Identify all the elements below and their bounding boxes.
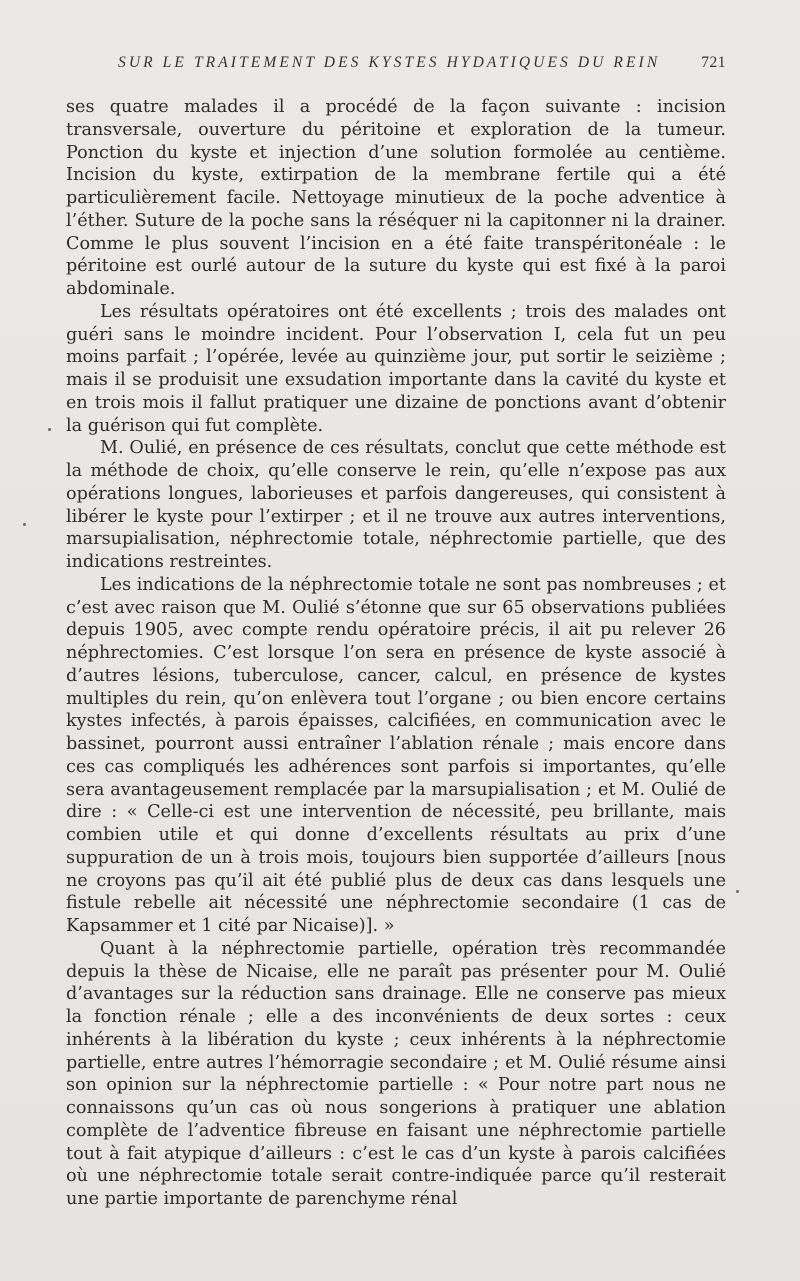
margin-speck: [48, 428, 51, 431]
paragraph-partial-nephrectomy: Quant à la néphrectomie partielle, opération très recommandée depuis la thèse de Nicaise, elle ne paraît pas présenter pour M. Oulié d’avantages sur la réduction sans drainage. Elle ne conserve pas mieux la fonction rénale ; elle a des inconvénients de deux sortes : ceux inhérents à la libération du kyste ; ceux inhérents à la néphrectomie partielle, entre autres l’hémorragie secondaire ; et M. Oulié résume ainsi son opinion sur la néphrectomie partielle : « Pour notre part nous ne connaissons qu’un cas où nous songerions à pratiquer une ablation complète de l’adventice fibreuse en faisant une néphrectomie partielle tout à fait atypique d’ailleurs : c’est le cas d’un kyste à parois calcifiées où une néphrectomie totale serait contre-indiquée parce qu’il resterait une partie importante de parenchyme rénal: [66, 938, 726, 1209]
paragraph-total-nephrectomy: Les indications de la néphrectomie totale ne sont pas nombreuses ; et c’est avec raison que M. Oulié s’étonne que sur 65 observations publiées depuis 1905, avec compte rendu opératoire précis, il ait pu relever 26 néphrectomies. C’est lorsque l’on sera en présence de kyste associé à d’autres lésions, tuberculose, cancer, calcul, en présence de kystes multiples du rein, qu’on enlèvera tout l’organe ; ou bien encore certains kystes infectés, à parois épaisses, calcifiées, en communication avec le bassinet, pourront aussi entraîner l’ablation rénale ; mais encore dans ces cas compliqués les adhérences sont parfois si importantes, qu’elle sera avantageusement remplacée par la marsupialisation ; et M. Oulié de dire : « Celle-ci est une intervention de nécessité, peu brillante, mais combien utile et qui donne d’excellents résultats au prix d’une suppuration de un à trois mois, toujours bien supportée d’ailleurs [nous ne croyons pas qu’il ait été publié plus de deux cas dans lesquels une fistule rebelle ait nécessité une néphrectomie secondaire (1 cas de Kapsammer et 1 cité par Nicaise)]. »: [66, 574, 726, 936]
paragraph-results: Les résultats opératoires ont été excellents ; trois des malades ont guéri sans le moindre incident. Pour l’observation I, cela fut un peu moins parfait ; l’opérée, levée au quinzième jour, put sortir le seizième ; mais il se produisit une exsudation importante dans la cavité du kyste et en trois mois il fallut pratiquer une dizaine de ponctions avant d’obtenir la guérison qui fut complète.: [66, 301, 726, 436]
running-head: [118, 54, 726, 78]
margin-speck: [23, 523, 26, 526]
running-head-title: SUR LE TRAITEMENT DES KYSTES HYDATIQUES DU REIN: [118, 54, 661, 71]
page-number: 721: [701, 54, 726, 71]
paragraph-conclusion: M. Oulié, en présence de ces résultats, conclut que cette méthode est la méthode de choix, qu’elle conserve le rein, qu’elle n’expose pas aux opérations longues, laborieuses et parfois dangereuses, qui consistent à libérer le kyste pour l’extirper ; et il ne trouve aux autres interventions, marsupialisation, néphrectomie totale, néphrectomie partielle, que des indications restreintes.: [66, 438, 726, 572]
paragraph-continuation: ses quatre malades il a procédé de la façon suivante : incision transversale, ouverture du péritoine et exploration de la tumeur. Ponction du kyste et injection d’une solution formolée au centième. Incision du kyste, extirpation de la membrane fertile qui a été particulièrement facile. Nettoyage minutieux de la poche adventice à l’éther. Suture de la poche sans la réséquer ni la capitonner ni la drainer. Comme le plus souvent l’incision en a été faite transpéritonéale : le péritoine est ourlé autour de la suture du kyste qui est fixé à la paroi abdominale.: [66, 97, 726, 299]
margin-speck: [736, 890, 739, 893]
body-text: [66, 96, 726, 1211]
